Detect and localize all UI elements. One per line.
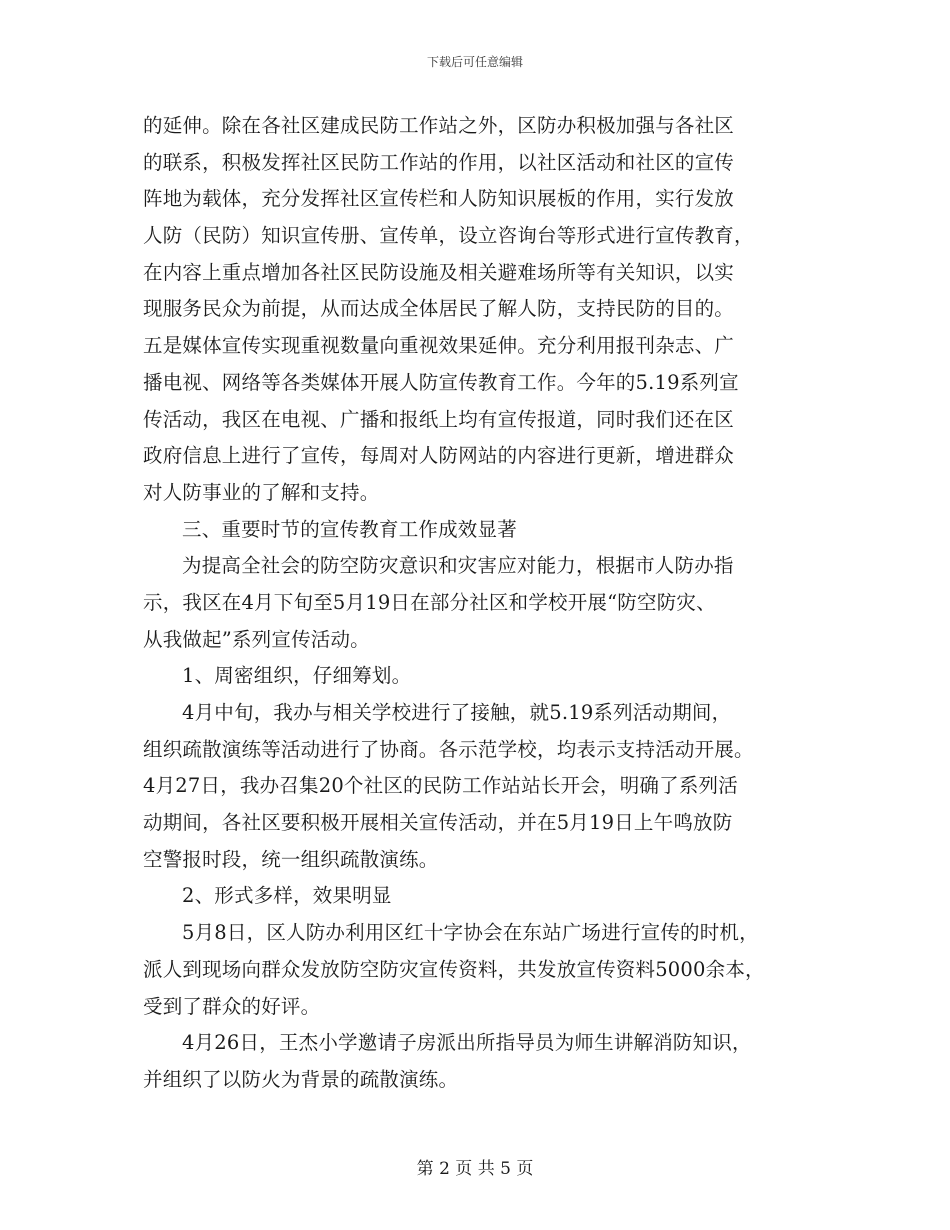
text-line: 阵地为载体，充分发挥社区宣传栏和人防知识展板的作用，实行发放 (143, 187, 735, 211)
text-line: 人防（民防）知识宣传册、宣传单，设立咨询台等形式进行宣传教育， (143, 224, 754, 248)
text-line: 传活动，我区在电视、广播和报纸上均有宣传报道，同时我们还在区 (143, 407, 735, 431)
text-line: 三、重要时节的宣传教育工作成效显著 (182, 517, 517, 541)
text-line: 对人防事业的了解和支持。 (143, 480, 380, 504)
text-line: 并组织了以防火为背景的疏散演练。 (143, 1067, 459, 1091)
text-line: 组织疏散演练等活动进行了协商。各示范学校，均表示支持活动开展。 (143, 737, 754, 761)
text-line: 动期间，各社区要积极开展相关宣传活动，并在5月19日上午鸣放防 (143, 811, 733, 835)
text-line: 现服务民众为前提，从而达成全体居民了解人防，支持民防的目的。 (143, 297, 735, 321)
text-line: 4月中旬，我办与相关学校进行了接触，就5.19系列活动期间， (182, 701, 732, 724)
document-body (143, 108, 823, 1099)
text-line: 示，我区在4月下旬至5月19日在部分社区和学校开展“防空防灾、 (143, 590, 716, 614)
page-footer: 第 2 页 共 5 页 (416, 1159, 534, 1179)
text-line: 4月26日，王杰小学邀请子房派出所指导员为师生讲解消防知识， (182, 1031, 752, 1055)
text-line: 在内容上重点增加各社区民防设施及相关避难场所等有关知识，以实 (143, 260, 735, 284)
page-header: 下载后可任意编辑 (426, 55, 523, 69)
text-line: 播电视、网络等各类媒体开展人防宣传教育工作。今年的5.19系列宣 (143, 370, 739, 394)
text-line: 为提高全社会的防空防灾意识和灾害应对能力，根据市人防办指 (182, 554, 734, 578)
text-line: 4月27日，我办召集20个社区的民防工作站站长开会，明确了系列活 (143, 774, 738, 798)
text-line: 1、周密组织，仔细筹划。 (182, 664, 412, 688)
text-line: 从我做起”系列宣传活动。 (143, 627, 370, 651)
text-line: 受到了群众的好评。 (143, 994, 321, 1018)
text-line: 空警报时段，统一组织疏散演练。 (143, 847, 439, 871)
text-line: 五是媒体宣传实现重视数量向重视效果延伸。充分利用报刊杂志、广 (143, 334, 735, 358)
text-line: 5月8日，区人防办利用区红十字协会在东站广场进行宣传的时机， (182, 921, 759, 945)
text-line: 的延伸。除在各社区建成民防工作站之外，区防办积极加强与各社区 (143, 114, 735, 137)
text-line: 的联系，积极发挥社区民防工作站的作用，以社区活动和社区的宣传 (143, 150, 735, 174)
text-line: 派人到现场向群众发放防空防灾宣传资料，共发放宣传资料5000余本， (143, 957, 765, 981)
text-line: 2、形式多样，效果明显 (182, 884, 392, 908)
text-line: 政府信息上进行了宣传，每周对人防网站的内容进行更新，增进群众 (143, 444, 735, 468)
